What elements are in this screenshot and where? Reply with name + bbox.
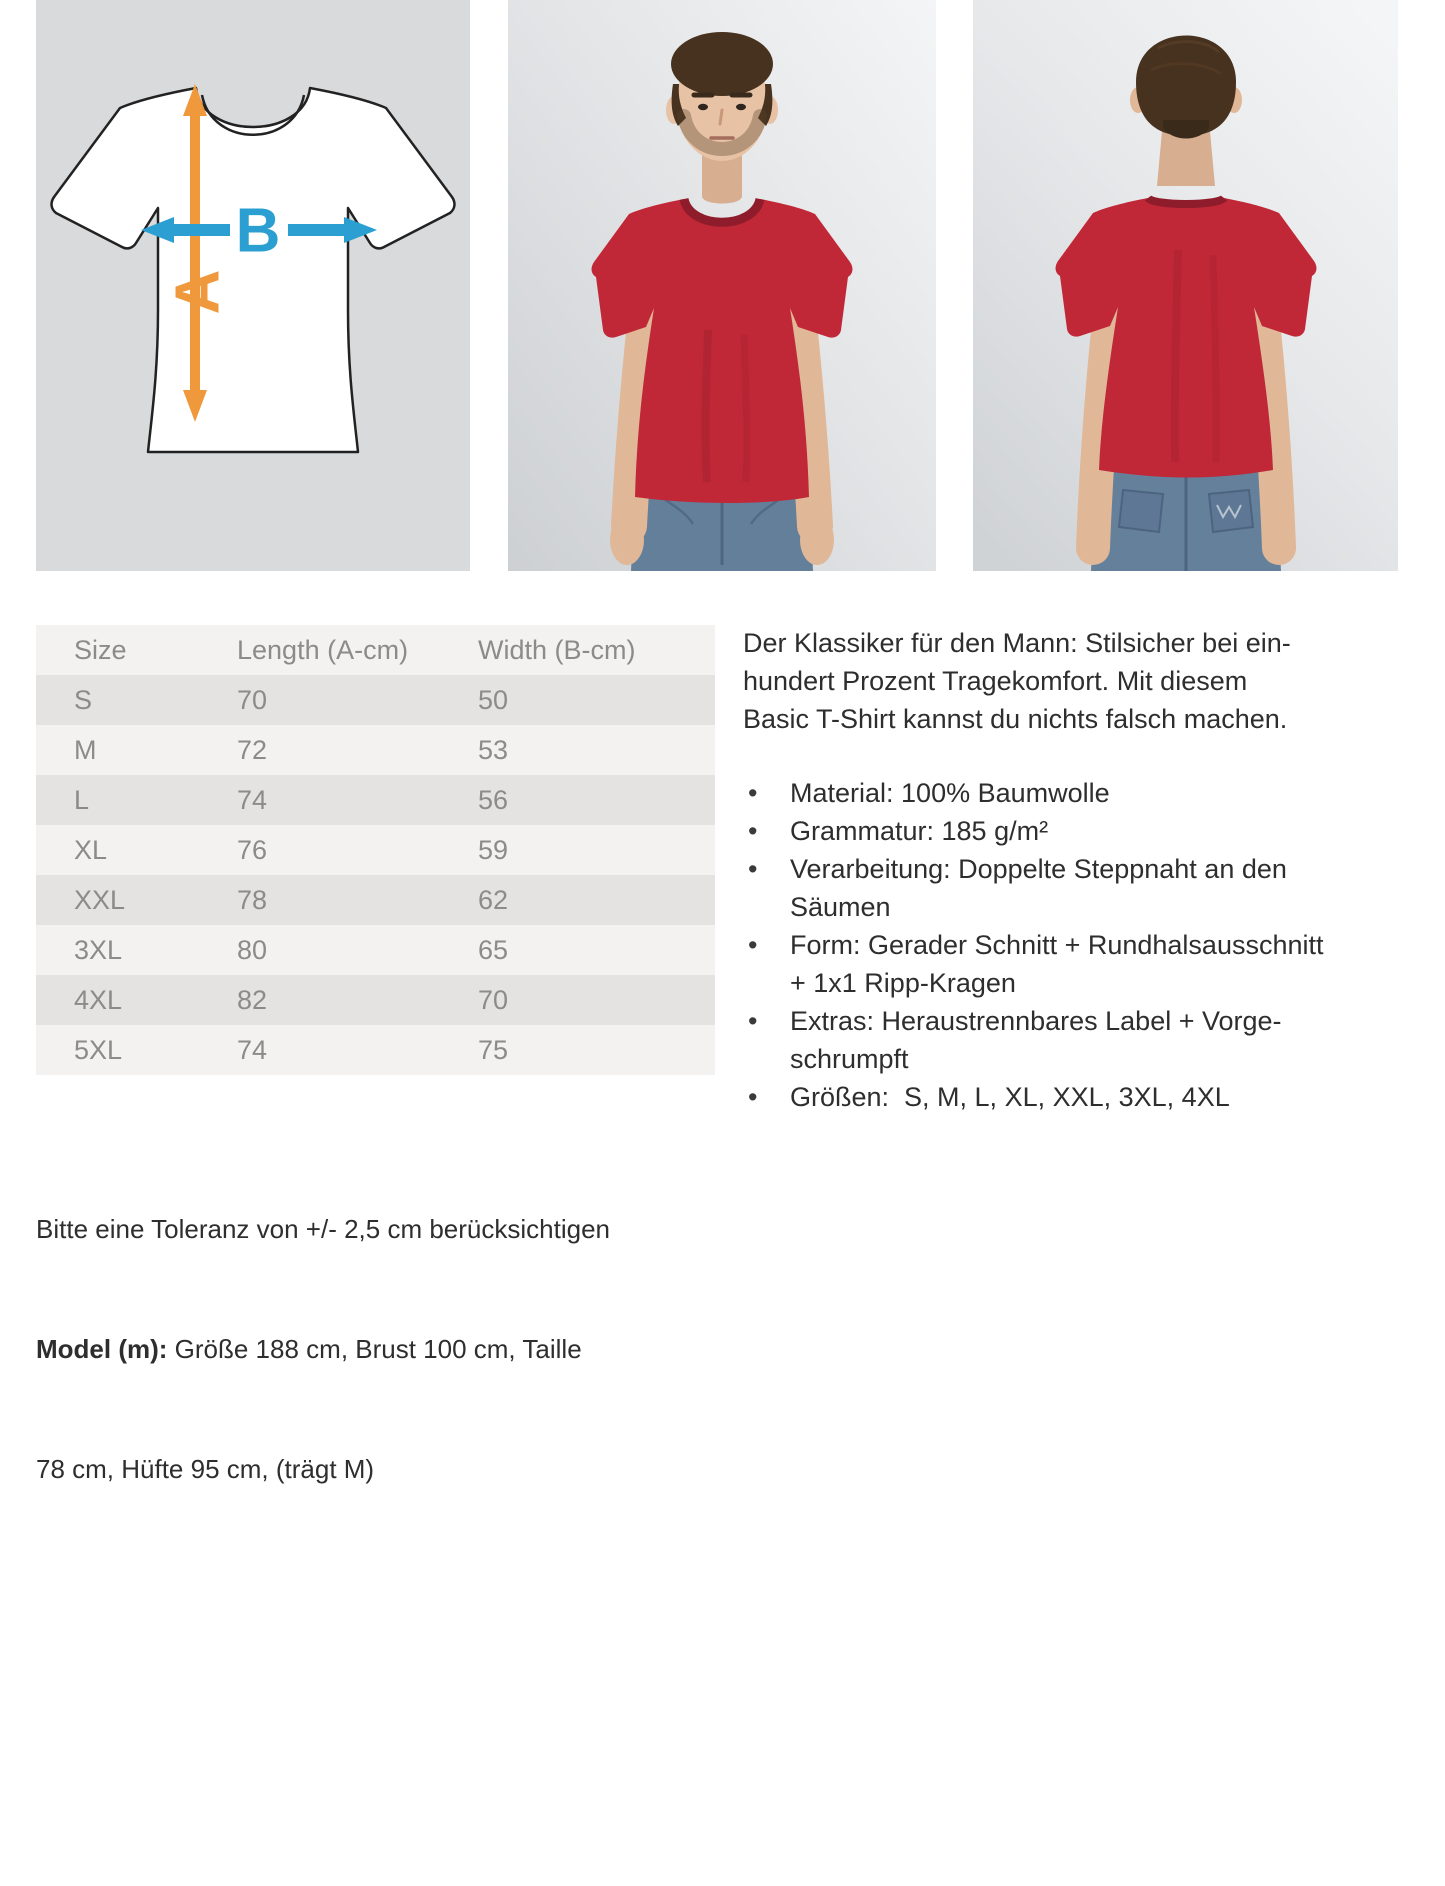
bullet-icon: • bbox=[748, 1006, 758, 1036]
col-header-width: Width (B-cm) bbox=[478, 634, 636, 665]
measurement-notes bbox=[36, 1129, 636, 1569]
col-header-length: Length (A-cm) bbox=[237, 634, 409, 665]
length-label-a: A bbox=[163, 269, 233, 315]
list-item-form: • Form: Gerader Schnitt + Rundhalsausschnitt + 1x1 Ripp-Kragen bbox=[743, 926, 1433, 1002]
table-row: L 74 56 bbox=[36, 775, 715, 825]
table-row: XL 76 59 bbox=[36, 825, 715, 875]
right-hand bbox=[800, 515, 834, 565]
model-back-photo bbox=[973, 0, 1398, 571]
list-item-material: • Material: 100% Baumwolle bbox=[743, 774, 1433, 812]
size-diagram-image bbox=[36, 0, 470, 571]
list-item-extras: • Extras: Heraustrennbares Label + Vorge- schrumpft bbox=[743, 1002, 1433, 1078]
table-row: 4XL 82 70 bbox=[36, 975, 715, 1025]
table-header-row bbox=[36, 625, 715, 675]
table-row: 5XL 74 75 bbox=[36, 1025, 715, 1075]
model-measurements-line1 bbox=[36, 1329, 636, 1369]
bullet-icon: • bbox=[748, 930, 758, 960]
product-description bbox=[743, 624, 1433, 1116]
bullet-icon: • bbox=[748, 816, 758, 846]
bullet-icon: • bbox=[748, 1082, 758, 1112]
description-intro-line: hundert Prozent Tragekomfort. Mit diesem bbox=[743, 666, 1248, 696]
description-intro-line: Der Klassiker für den Mann: Stilsicher bei ein- bbox=[743, 628, 1291, 658]
model-back-illustration bbox=[973, 0, 1398, 571]
list-item-verarbeitung: • Verarbeitung: Doppelte Steppnaht an den Säumen bbox=[743, 850, 1433, 926]
bullet-icon: • bbox=[748, 854, 758, 884]
model-measurements-text: Größe 188 cm, Brust 100 cm, Taille bbox=[167, 1334, 582, 1364]
size-table bbox=[36, 625, 715, 1075]
table-row: 3XL 80 65 bbox=[36, 925, 715, 975]
col-header-size: Size bbox=[74, 634, 127, 665]
description-intro-line: Basic T-Shirt kannst du nichts falsch machen. bbox=[743, 704, 1288, 734]
tolerance-note: Bitte eine Toleranz von +/- 2,5 cm berücksichtigen bbox=[36, 1214, 610, 1244]
model-front-photo bbox=[508, 0, 936, 571]
table-row: XXL 78 62 bbox=[36, 875, 715, 925]
table-row: S 70 50 bbox=[36, 675, 715, 725]
list-item-grammatur: • Grammatur: 185 g/m² bbox=[743, 812, 1433, 850]
left-hand bbox=[610, 515, 644, 565]
bullet-icon: • bbox=[748, 778, 758, 808]
model-label: Model (m): bbox=[36, 1334, 168, 1364]
model-front-illustration bbox=[508, 0, 936, 571]
list-item-groessen: • Größen: S, M, L, XL, XXL, 3XL, 4XL bbox=[743, 1078, 1433, 1116]
tshirt-measure-diagram bbox=[36, 0, 470, 571]
feature-list bbox=[743, 774, 1433, 1116]
width-label-b: B bbox=[235, 196, 281, 266]
model-measurements-line2: 78 cm, Hüfte 95 cm, (trägt M) bbox=[36, 1454, 375, 1484]
table-row: M 72 53 bbox=[36, 725, 715, 775]
